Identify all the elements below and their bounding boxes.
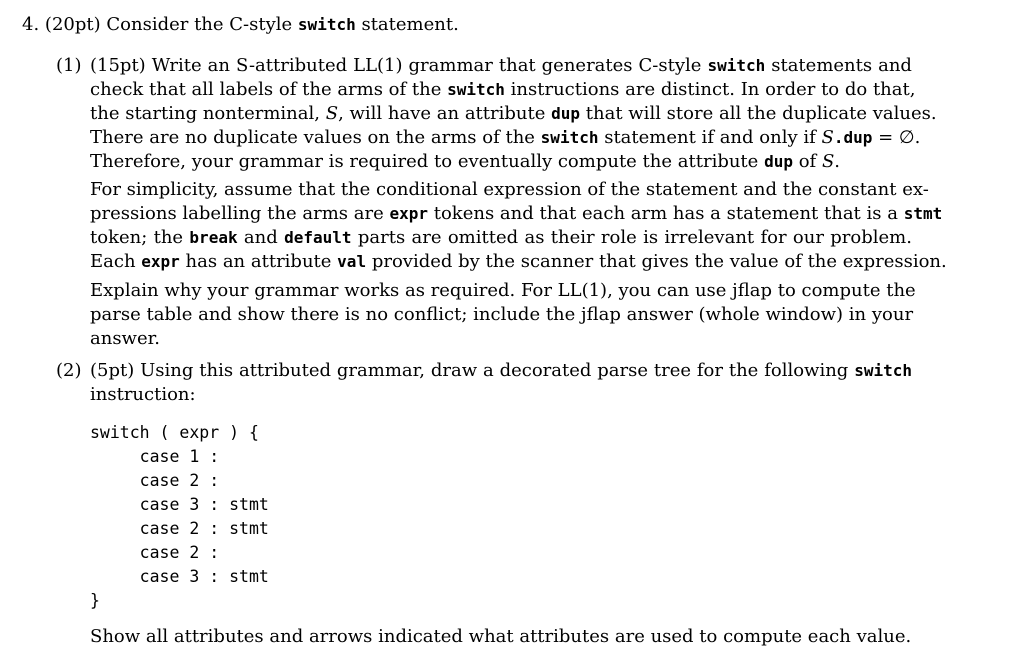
part1-para1-line2: check that all labels of the arms of the switch instructions are distinct. In order to do that, bbox=[90, 79, 916, 100]
question-points: (20pt) bbox=[44, 14, 101, 35]
part1-para1-line1: (15pt) Write an S-attributed LL(1) grammar that generates C-style switch statements and bbox=[90, 55, 912, 76]
question-number: 4. bbox=[22, 14, 40, 35]
part1-para2-line6: parse table and show there is no conflict; include the jflap answer (whole window) in your bbox=[90, 304, 914, 325]
code-line: case 2 : bbox=[90, 471, 220, 490]
question-header: 4. (20pt) Consider the C-style switch statement. bbox=[22, 14, 459, 35]
part1-label: (1) bbox=[56, 55, 82, 76]
part1-para2-line2: pressions labelling the arms are expr tokens and that each arm has a statement that is a stmt bbox=[90, 203, 943, 224]
code-line: case 2 : bbox=[90, 543, 220, 562]
code-line: } bbox=[90, 591, 100, 610]
part1-para2-line4: Each expr has an attribute val provided by the scanner that gives the value of the expression. bbox=[90, 251, 947, 272]
part1-para1-line3: the starting nonterminal, S, will have an attribute dup that will store all the duplicate values. bbox=[90, 103, 937, 124]
code-line: case 1 : bbox=[90, 447, 220, 466]
part1-para2-line5: Explain why your grammar works as required. For LL(1), you can use jflap to compute the bbox=[90, 280, 916, 301]
part2-closing-instruction: Show all attributes and arrows indicated what attributes are used to compute each value. bbox=[90, 626, 912, 647]
part1-para2-line1: For simplicity, assume that the conditional expression of the statement and the constant ex- bbox=[90, 179, 929, 200]
code-line: case 3 : stmt bbox=[90, 495, 269, 514]
part1-para1-line4: There are no duplicate values on the arms of the switch statement if and only if S.dup = ∅. bbox=[90, 127, 921, 148]
code-line: case 2 : stmt bbox=[90, 519, 269, 538]
part2-line2: instruction: bbox=[90, 384, 196, 405]
code-line: switch ( expr ) { bbox=[90, 423, 259, 442]
part1-para2-line7: answer. bbox=[90, 328, 160, 349]
code-line: case 3 : stmt bbox=[90, 567, 269, 586]
part2-line1: (5pt) Using this attributed grammar, draw a decorated parse tree for the following switch bbox=[90, 360, 912, 381]
part1-para1-line5: Therefore, your grammar is required to eventually compute the attribute dup of S. bbox=[90, 151, 841, 172]
part2-label: (2) bbox=[56, 360, 82, 381]
part1-para2-line3: token; the break and default parts are omitted as their role is irrelevant for our problem. bbox=[90, 227, 912, 248]
